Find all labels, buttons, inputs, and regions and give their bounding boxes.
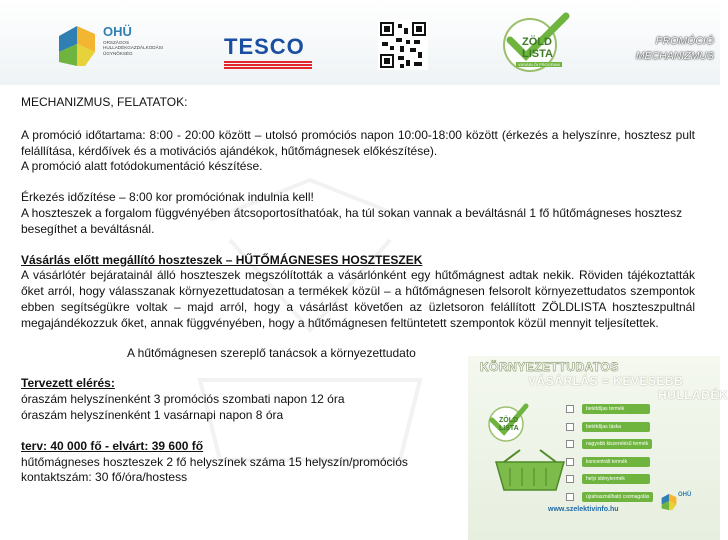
- zold-lista-line3: VÁSÁRLÓI PROGRAM: [518, 62, 560, 67]
- intro-line-1: A promóció időtartama: 8:00 - 20:00 között – utolsó promóciós napon 10:00-18:00 között (érkezés a helyszínre, hosztesz pult felállítása, kérdőívek és a motivációs ajándékok, hűtőmágnesek előkészítése).: [21, 127, 695, 158]
- shopping-section: [21, 253, 695, 332]
- poster-tip-list: [566, 402, 653, 507]
- shopping-basket-icon: [490, 448, 570, 494]
- planned-line-1: óraszám helyszínenként 3 promóciós szombati napon 12 óra: [21, 392, 345, 407]
- arrival-paragraph: [21, 190, 695, 237]
- poster-title-line3: HULLADÉK: [658, 388, 728, 402]
- poster-tip-label: újrahasználható csomagolás: [582, 492, 653, 502]
- section-label-line2: MECHANIZMUS: [635, 50, 714, 62]
- magnet-advice-text: A hűtőmágnesen szereplő tanácsok a környezettudato: [127, 345, 416, 360]
- poster-ohu-logo: [660, 492, 710, 532]
- ohu-mark-icon: [660, 492, 678, 512]
- poster-url: www.szelektivinfo.hu: [548, 506, 619, 513]
- shopping-heading: Vásárlás előtt megállító hoszteszek – HŰTŐMÁGNESES HOSZTESZEK: [21, 252, 423, 267]
- checkbox-icon: [566, 475, 574, 483]
- shopping-text: A vásárlótér bejáratainál álló hoszteszek megszólították a vásárlónként egy hűtőmágnest adtak nekik. Röviden tájékoztatták őket arról, hogy válasszanak környezettudatosan a termékek közül – a hűtőmágnesen felsorolt környezettudatos szempontok ebben segítségükre voltak – majd arról, hogy a vásárlást követően az üzletsoron felállított ZÖLDLISTA hoszteszpultnál megajándékozzuk őket, annak függvényében, hogy a hűtőmágnesen feltüntetett szempontok közül mennyit teljesítettek.: [21, 268, 695, 330]
- checkbox-icon: [566, 440, 574, 448]
- hostess-line: hűtőmágneses hoszteszek 2 fő helyszínek száma 15 helyszín/promóciós: [21, 454, 408, 469]
- poster-tip-label: nagyobb kiszerelésű termék: [582, 439, 652, 449]
- zold-lista-logo: [500, 12, 576, 74]
- poster-badge-line1: ZÖLD: [499, 417, 519, 424]
- zold-lista-line2: LISTA: [522, 48, 553, 60]
- poster-tip-label: betétdíjas termék: [582, 404, 650, 414]
- page-title: MECHANIZMUS, FELATATOK:: [21, 95, 188, 109]
- ohu-title: OHÜ: [103, 24, 132, 39]
- poster-tip-item: [566, 437, 653, 451]
- poster-tip-label: helyi idénytermék: [582, 474, 650, 484]
- tesco-logo-text: TESCO: [224, 34, 305, 59]
- checkbox-icon: [566, 405, 574, 413]
- poster-title-line1: KÖRNYEZETTUDATOS: [480, 360, 619, 374]
- checkbox-icon: [566, 423, 574, 431]
- intro-paragraph: [21, 128, 695, 175]
- tesco-stripes: [224, 61, 312, 69]
- planned-heading: Tervezett elérés:: [21, 376, 115, 391]
- poster-tip-item: [566, 472, 653, 486]
- poster-ohu-text: OHÜ: [678, 492, 692, 498]
- poster-title-line2: VÁSÁRLÁS = KEVESEBB: [528, 374, 684, 388]
- qr-code-icon: [378, 20, 428, 70]
- checkbox-icon: [566, 458, 574, 466]
- ohu-mark-icon: [55, 22, 99, 70]
- ohu-logo: [55, 22, 175, 74]
- intro-line-2: A promóció alatt fotódokumentáció készítése.: [21, 159, 263, 174]
- arrival-line-2: A hoszteszek a forgalom függvényében átcsoportosíthatóak, ha túl sokan vannak a beváltásnál 1 fő hűtőmágneses hosztesz besegíthet a beváltásnál.: [21, 205, 683, 236]
- checkbox-icon: [566, 493, 574, 501]
- planned-line-2: óraszám helyszínenként 1 vasárnapi napon 8 óra: [21, 407, 284, 422]
- poster-zold-lista-badge: [486, 400, 530, 444]
- tesco-logo: [224, 34, 312, 70]
- poster-tip-item: [566, 490, 653, 504]
- header-bar: [0, 0, 720, 85]
- section-label: [636, 34, 714, 64]
- zold-lista-line1: ZÖLD: [522, 36, 552, 48]
- poster-tip-item: [566, 420, 653, 434]
- poster-tip-item: [566, 402, 653, 416]
- poster-badge-line2: LISTA: [499, 425, 519, 432]
- poster-tip-label: koncentrált termék: [582, 457, 650, 467]
- ohu-subtitle: ORSZÁGOS HULLADÉKGAZDÁLKODÁSI ÜGYNÖKSÉG: [103, 40, 163, 56]
- magnet-poster: [468, 356, 728, 540]
- poster-tip-label: betétdíjas táska: [582, 422, 650, 432]
- section-label-line1: PROMÓCIÓ: [655, 35, 714, 47]
- target-line: terv: 40 000 fő - elvárt: 39 600 fő: [21, 438, 204, 453]
- poster-tip-item: [566, 455, 653, 469]
- arrival-line-1: Érkezés időzítése – 8:00 kor promóciónak indulnia kell!: [21, 190, 314, 205]
- contact-line: kontaktszám: 30 fő/óra/hostess: [21, 470, 188, 485]
